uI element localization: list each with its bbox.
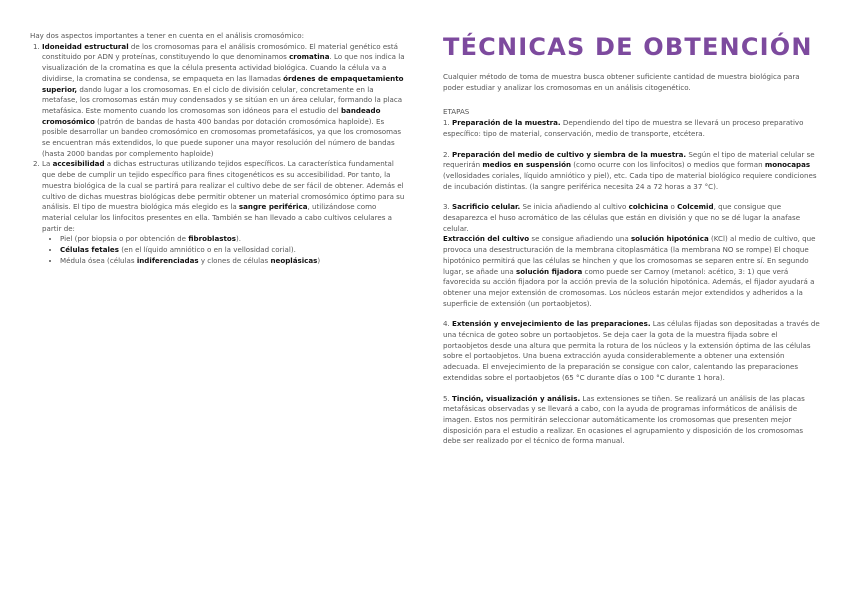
culture-item <box>60 256 407 267</box>
term: Células fetales <box>60 245 119 255</box>
term-ordenes: órdenes de empaquetamiento superior, <box>42 73 404 94</box>
step-title: Extracción del cultivo <box>443 234 530 244</box>
text: (KCl) al medio de cultivo, que provoca una desestructuración de la membrana citoplasmática (la membrana NO se rompe) El choque hipotónico permitirá que las células se hinchen y que los cromosomas se separen entre sí. En segundo lugar, se añade una <box>443 234 816 276</box>
term: monocapas <box>764 160 811 170</box>
step-number: 5. <box>443 393 453 403</box>
step-title: Tinción, visualización y análisis. <box>452 393 581 403</box>
step-number: 4. <box>443 319 453 329</box>
text: (patrón de bandas de hasta 400 bandas por dotación cromosómica haploide). Es posible desarrollar un bandeo cromosómico en cromosomas prometafásicos, ya que los cromosomas se encuentran más extendidos, lo que puede suponer una mayor resolución del número de bandas (hasta 2000 bandas por complemento haploide) <box>42 116 402 158</box>
text: (como ocurre con los linfocitos) o medios que forman <box>571 160 765 170</box>
text: a dichas estructuras utilizando tejidos específicos. La característica fundamental que debe de cumplir un tejido específico para fines citogenéticos es su accesibilidad. Por tanto, la muestra biológica de la cual se partirá para realizar el cultivo debe de ser fácil de obtener. Además el cultivo de dichas muestras biológicas debe permitir obtener un material cromosómico óptimo para su análisis. El tipo de muestra biológica más elegido es la <box>42 159 405 212</box>
left-column <box>30 31 407 266</box>
term-sangre: sangre periférica <box>238 202 308 212</box>
etapas-heading: ETAPAS <box>443 107 470 117</box>
term: colchicina <box>628 202 669 212</box>
step-number: 2. <box>443 149 453 159</box>
text: ) <box>317 255 321 265</box>
step-title: Preparación de la muestra. <box>452 118 561 128</box>
step-title: Sacrificio celular. <box>452 202 521 212</box>
term: fibroblastos <box>188 234 236 244</box>
term: Colcemid <box>677 202 714 212</box>
step-3-extraction <box>443 234 820 309</box>
text: , utilizándose como material celular los linfocitos presentes en ella. También se han llevado a cabo cultivos celulares a partir de: <box>42 202 393 233</box>
text: Las células fijadas son depositadas a través de una técnica de goteo sobre un portaobjetos. Se deja caer la gota de la muestra fijada sobre el portaobjetos desde una altura que permita la rotura de los núcleos y la extensión óptima de las células sobre el portaobjetos. Una buena extracción ayuda considerablemente a obtener una extensión adecuada. El envejecimiento de la preparación se consigue con calor, calentando las preparaciones extendidas sobre el portaobjetos (65 °C durante días o 100 °C durante 1 hora). <box>443 319 820 382</box>
step-3 <box>443 202 820 234</box>
text: dando lugar a los cromosomas. En el ciclo de división celular, concretamente en la metafase, los cromosomas están muy condensados y se sitúan en un área celular, formando la placa metafásica. Este momento cuando los cromosomas son idóneos para el estudio del <box>42 84 403 115</box>
text: Piel (por biopsia o por obtención de <box>60 234 189 244</box>
term: neoplásicas <box>270 255 318 265</box>
text: La <box>42 159 53 169</box>
term-accesibilidad: accesibilidad <box>52 159 105 169</box>
step-title: Extensión y envejecimiento de las preparaciones. <box>452 319 651 329</box>
step-title: Preparación del medio de cultivo y siembra de la muestra. <box>452 149 687 159</box>
aspect-item-2 <box>42 159 407 266</box>
step-number: 3. <box>443 202 453 212</box>
text: (vellosidades coriales, líquido amniótico y piel), etc. Cada tipo de material biológico requiere condiciones de incubación distintas. (la sangre periférica necesita 24 a 72 horas a 37 °C). <box>443 170 817 191</box>
right-column <box>443 30 820 447</box>
step-number: 1. <box>443 118 453 128</box>
text: se consigue añadiendo una <box>529 234 631 244</box>
culture-item <box>60 234 407 245</box>
term: medios en suspensión <box>482 160 572 170</box>
step-5 <box>443 394 820 448</box>
text: ). <box>235 234 241 244</box>
term: solución hipotónica <box>630 234 709 244</box>
term-idoneidad: Idoneidad estructural <box>42 41 129 51</box>
culture-list <box>42 234 407 266</box>
text: Dependiendo del tipo de muestra se llevará un proceso preparativo específico: tipo de material, conservación, medio de transporte, etcétera. <box>443 118 804 138</box>
text: o <box>668 202 678 212</box>
step-2 <box>443 150 820 193</box>
text: (en el líquido amniótico o en la vellosidad corial). <box>118 245 296 255</box>
text: como puede ser Carnoy (metanol: acético, 3: 1) que verá favorecida su acción fijadora por la acción previa de la solución hipotónica. Además, el fijador ayudará a obtener una mejor extensión de cromosomas. Los núcleos estarán mejor extendidos y adheridos a la superficie de extensión (un portaobjetos). <box>443 266 815 308</box>
term-bandeado: bandeado cromosómico <box>42 105 381 126</box>
culture-item <box>60 245 407 256</box>
left-intro: Hay dos aspectos importantes a tener en cuenta en el análisis cromosómico: <box>30 31 304 40</box>
term: indiferenciadas <box>136 255 199 265</box>
aspects-list <box>30 42 407 267</box>
aspect-item-1 <box>42 42 407 160</box>
text: y clones de células <box>198 255 271 265</box>
text: , que consigue que desaparezca el huso acromático de las células que están en división y que no se dé lugar la anafase celular. <box>443 202 801 233</box>
term: solución fijadora <box>515 266 583 276</box>
text: Las extensiones se tiñen. Se realizará un análisis de las placas metafásicas observadas y se llevará a cabo, con la ayuda de programas informáticos de análisis de imagen. Estos nos permitirán seleccionar automáticamente los cromosomas que presenten mejor disposición para el estudio a realizar. En ocasiones el agrupamiento y disposición de los cromosomas debe ser realizado por el técnico de forma manual. <box>443 393 805 446</box>
text: Según el tipo de material celular se requerirán <box>443 149 815 170</box>
text: de los cromosomas para el análisis cromosómico. El material genético está constituido por ADN y proteínas, constituyendo lo que denominamos <box>42 41 399 62</box>
text: Médula ósea (células <box>60 255 137 265</box>
step-1 <box>443 118 820 139</box>
step-4 <box>443 319 820 383</box>
term-cromatina: cromatina <box>289 52 330 62</box>
text: Se inicia añadiendo al cultivo <box>520 202 629 212</box>
page-title: TÉCNICAS DE OBTENCIÓN <box>443 33 813 61</box>
right-intro: Cualquier método de toma de muestra busca obtener suficiente cantidad de muestra biológica para poder estudiar y analizar los cromosomas en un análisis citogenético. <box>443 72 800 92</box>
text: . Lo que nos indica la visualización de la cromatina es que la célula presenta actividad biológica. Cuando la célula va a dividirse, la cromatina se condensa, se empaqueta en las llamadas <box>42 52 405 83</box>
